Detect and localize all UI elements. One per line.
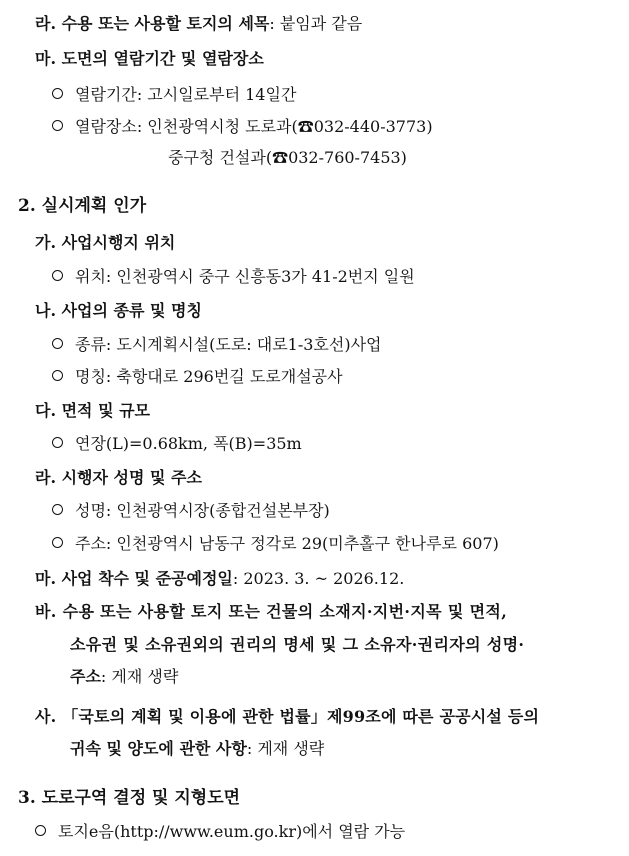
item-sa-line1: 사. 「국토의 계획 및 이용에 관한 법률」제99조에 따른 공공시설 등의 [35, 707, 540, 726]
bullet-inspection-period [52, 84, 296, 106]
item-ma2-value: : 2023. 3. ~ 2026.12. [232, 569, 405, 588]
item-sa-line2 [70, 738, 324, 760]
item-ba-line3 [70, 666, 178, 688]
circle-bullet-icon [52, 270, 63, 281]
bullet-text: 토지e음(http://www.eum.go.kr)에서 열람 가능 [58, 822, 406, 841]
bullet-inspection-place [52, 116, 433, 138]
bullet-text: 위치: 인천광역시 중구 신흥동3가 41-2번지 일원 [75, 267, 415, 286]
bullet-operator-name [52, 500, 330, 522]
inspection-place-continued: 중구청 건설과(☎032-760-7453) [168, 148, 407, 167]
section-2-heading: 2. 실시계획 인가 [18, 196, 147, 216]
section-3-heading: 3. 도로구역 결정 및 지형도면 [18, 788, 241, 808]
bullet-text: 주소: 인천광역시 남동구 정각로 29(미추홀구 한나루로 607) [75, 534, 499, 553]
bullet-length-width [52, 433, 302, 455]
item-ra-label: 라. 수용 또는 사용할 토지의 세목 [35, 14, 270, 33]
item-ra-land-details [35, 13, 362, 35]
item-ra-value: : 붙임과 같음 [269, 14, 363, 33]
bullet-text: 명칭: 축항대로 296번길 도로개설공사 [75, 367, 343, 386]
item-ra2-heading: 라. 시행자 성명 및 주소 [35, 468, 202, 487]
item-sa-value: : 게재 생략 [246, 739, 325, 758]
circle-bullet-icon [52, 437, 63, 448]
bullet-text: 열람기간: 고시일로부터 14일간 [75, 85, 297, 104]
circle-bullet-icon [52, 504, 63, 515]
circle-bullet-icon [52, 88, 63, 99]
circle-bullet-icon [52, 338, 63, 349]
item-ma-drawing-inspection: 마. 도면의 열람기간 및 열람장소 [35, 49, 264, 68]
bullet-text: 종류: 도시계획시설(도로: 대로1-3호선)사업 [75, 335, 382, 354]
bullet-type [52, 334, 382, 356]
bullet-text: 연장(L)=0.68km, 폭(B)=35m [75, 434, 302, 453]
bullet-text: 열람장소: 인천광역시청 도로과(☎032-440-3773) [75, 117, 433, 136]
item-ma2-schedule [35, 568, 404, 590]
circle-bullet-icon [52, 537, 63, 548]
bullet-eum-link [35, 821, 405, 843]
circle-bullet-icon [52, 120, 63, 131]
bullet-name [52, 366, 343, 388]
circle-bullet-icon [52, 370, 63, 381]
item-sa-label: 귀속 및 양도에 관한 사항 [70, 739, 247, 758]
item-ba-label: 주소 [70, 667, 101, 686]
bullet-text: 성명: 인천광역시장(종합건설본부장) [75, 501, 330, 520]
item-ba-line1: 바. 수용 또는 사용할 토지 또는 건물의 소재지·지번·지목 및 면적, [35, 602, 508, 621]
item-ma2-label: 마. 사업 착수 및 준공예정일 [35, 569, 233, 588]
bullet-location [52, 266, 415, 288]
item-ga-heading: 가. 사업시행지 위치 [35, 233, 176, 252]
item-da-heading: 다. 면적 및 규모 [35, 401, 151, 420]
item-na-heading: 나. 사업의 종류 및 명칭 [35, 301, 202, 320]
circle-bullet-icon [35, 825, 46, 836]
bullet-operator-address [52, 533, 499, 555]
item-ba-line2: 소유권 및 소유권외의 권리의 명세 및 그 소유자·권리자의 성명· [70, 635, 525, 654]
item-ba-value: : 게재 생략 [100, 667, 179, 686]
